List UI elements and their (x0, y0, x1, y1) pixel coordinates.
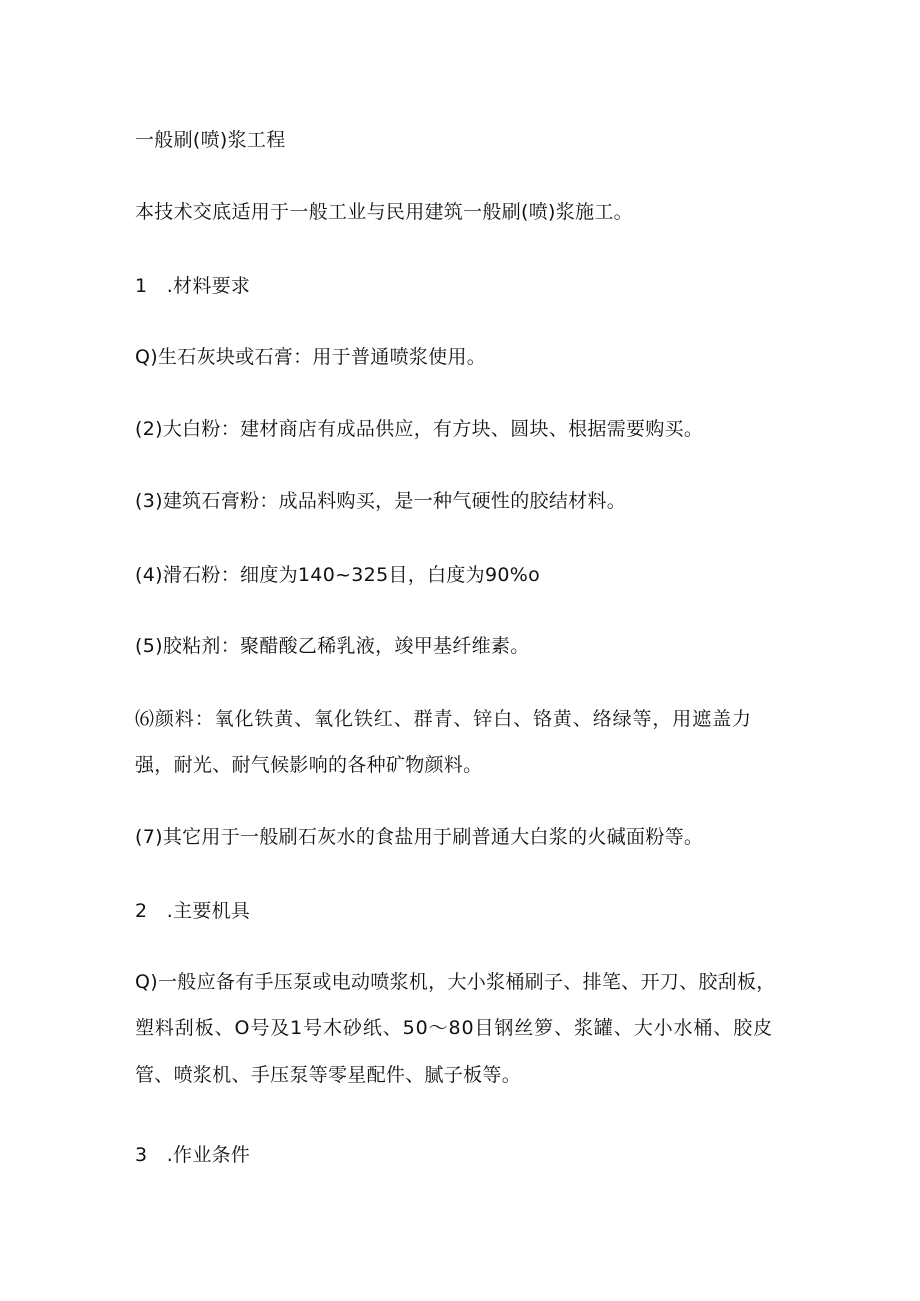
tools-item-line-3: 管、喷浆机、手压泵等零星配件、腻子板等。 (135, 1064, 522, 1086)
material-item-5: (5)胶粘剂：聚醋酸乙稀乳液，竣甲基纤维素。 (135, 635, 530, 657)
tools-item-line-2: 塑料刮板、O号及1号木砂纸、50～80目钢丝箩、浆罐、大小水桶、胶皮 (135, 1017, 773, 1039)
material-item-1: Q)生石灰块或石膏：用于普通喷浆使用。 (135, 346, 487, 368)
material-item-6-continued: 强，耐光、耐气候影响的各种矿物颜料。 (135, 754, 483, 776)
intro-paragraph: 本技术交底适用于一般工业与民用建筑一般刷(喷)浆施工。 (135, 201, 633, 223)
material-item-4: (4)滑石粉：细度为140~325目，白度为90%o (135, 564, 541, 586)
material-item-7: (7)其它用于一般刷石灰水的食盐用于刷普通大白浆的火碱面粉等。 (135, 826, 704, 848)
section-heading-materials: 1 .材料要求 (135, 275, 251, 297)
material-item-6: ⑹颜料：氧化铁黄、氧化铁红、群青、锌白、铬黄、络绿等，用遮盖力 (135, 708, 752, 730)
tools-item-line-1: Q)一般应备有手压泵或电动喷浆机，大小浆桶刷子、排笔、开刀、胶刮板， (135, 971, 776, 993)
document-title: 一般刷(喷)浆工程 (135, 129, 286, 151)
section-heading-tools: 2 .主要机具 (135, 900, 251, 922)
section-heading-conditions: 3 .作业条件 (135, 1144, 251, 1166)
material-item-3: (3)建筑石膏粉：成品料购买，是一种气硬性的胶结材料。 (135, 490, 627, 512)
material-item-2: (2)大白粉：建材商店有成品供应，有方块、圆块、根据需要购买。 (135, 418, 704, 440)
